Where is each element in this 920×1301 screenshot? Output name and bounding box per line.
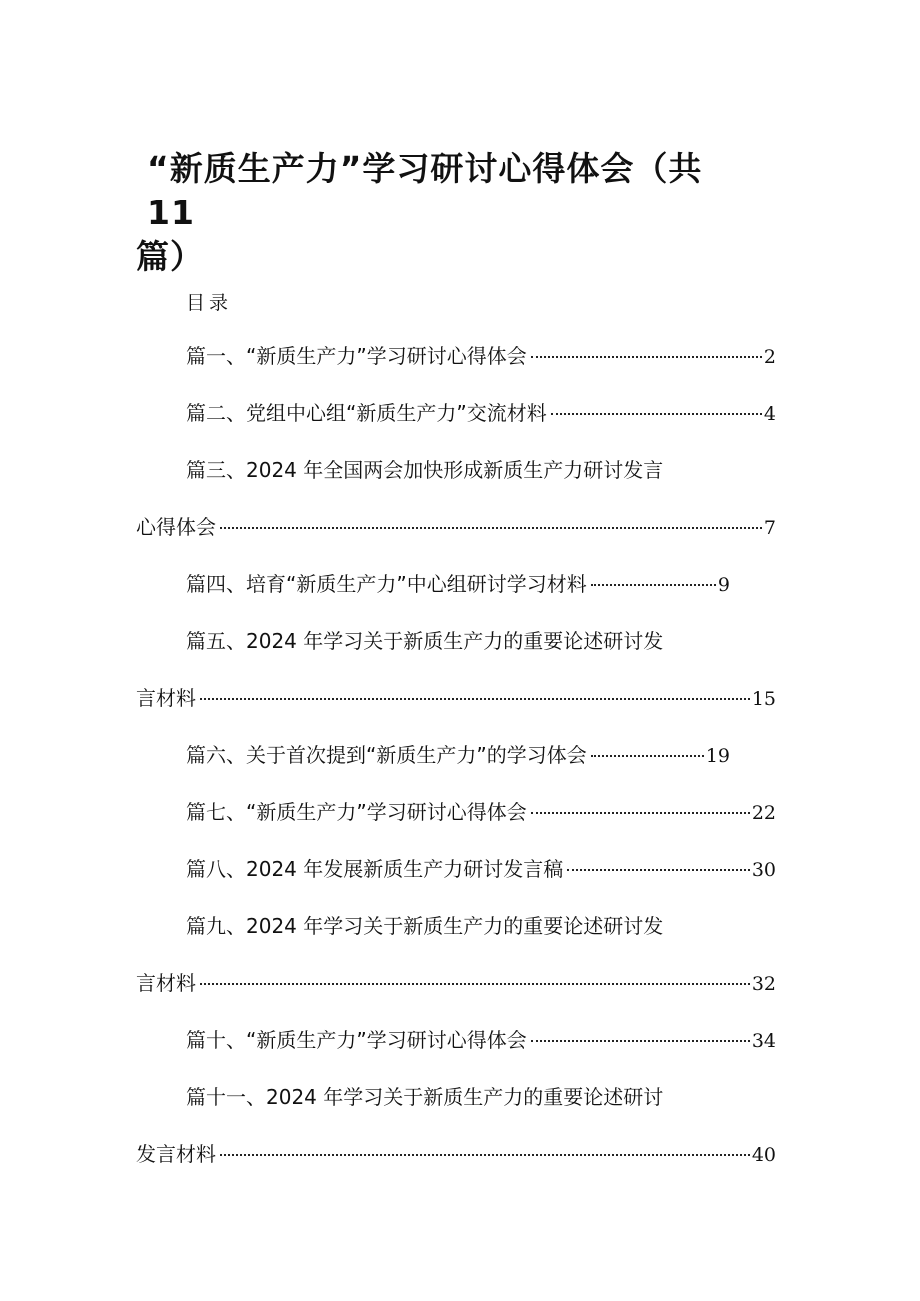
toc-entry-text: 篇三、2024 年全国两会加快形成新质生产力研讨发言 — [186, 458, 664, 482]
toc-entry-7[interactable] — [186, 798, 776, 827]
title-line-1: “新质生产力”学习研讨心得体会（共 11 — [147, 149, 703, 232]
toc-entry-9-line-2[interactable] — [136, 969, 776, 998]
title-line-2: 篇） — [136, 237, 204, 276]
toc-entry-3-line-2[interactable] — [136, 513, 776, 542]
toc-entry-text: 篇七、“新质生产力”学习研讨心得体会 — [186, 800, 527, 824]
toc-entry-9-line-1[interactable] — [186, 912, 776, 940]
toc-dot-leader — [591, 755, 704, 757]
toc-dot-leader — [591, 584, 716, 586]
toc-page-number: 7 — [763, 517, 776, 539]
toc-entry-2[interactable] — [186, 399, 776, 428]
toc-entry-8[interactable] — [186, 855, 776, 884]
toc-entry-text: 篇六、关于首次提到“新质生产力”的学习体会 — [186, 743, 587, 767]
toc-dot-leader — [531, 812, 750, 814]
toc-dot-leader — [551, 413, 762, 415]
toc-page-number: 2 — [763, 346, 776, 368]
toc-entry-1[interactable] — [186, 342, 776, 371]
toc-entry-text: 篇十、“新质生产力”学习研讨心得体会 — [186, 1028, 527, 1052]
toc-dot-leader — [567, 869, 750, 871]
toc-entry-text: 篇四、培育“新质生产力”中心组研讨学习材料 — [186, 572, 587, 596]
document-title — [136, 147, 756, 279]
toc-dot-leader — [200, 698, 750, 700]
toc-page-number: 40 — [751, 1144, 776, 1166]
toc-dot-leader — [200, 983, 750, 985]
toc-entry-5-line-2[interactable] — [136, 684, 776, 713]
toc-entry-text: 心得体会 — [136, 515, 216, 539]
toc-entry-text: 篇二、党组中心组“新质生产力”交流材料 — [186, 401, 547, 425]
toc-page-number: 15 — [751, 688, 776, 710]
toc-entry-text: 篇八、2024 年发展新质生产力研讨发言稿 — [186, 857, 564, 881]
toc-entry-text: 篇九、2024 年学习关于新质生产力的重要论述研讨发 — [186, 914, 664, 938]
toc-page-number: 30 — [751, 859, 776, 881]
toc-dot-leader — [531, 356, 762, 358]
toc-entry-10[interactable] — [186, 1026, 776, 1055]
toc-entry-5-line-1[interactable] — [186, 627, 776, 655]
toc-heading: 目录 — [186, 292, 233, 314]
toc-entry-text: 篇一、“新质生产力”学习研讨心得体会 — [186, 344, 527, 368]
toc-page-number: 19 — [705, 745, 730, 767]
toc-dot-leader — [220, 527, 762, 529]
toc-entry-4[interactable] — [186, 570, 730, 599]
toc-dot-leader — [220, 1154, 750, 1156]
toc-page-number: 34 — [751, 1030, 776, 1052]
toc-page-number: 4 — [763, 403, 776, 425]
toc-dot-leader — [531, 1040, 750, 1042]
toc-entry-11-line-1[interactable] — [186, 1083, 776, 1111]
toc-entry-text: 言材料 — [136, 686, 196, 710]
toc-page-number: 32 — [751, 973, 776, 995]
toc-page-number: 9 — [717, 574, 730, 596]
toc-entry-11-line-2[interactable] — [136, 1140, 776, 1169]
toc-entry-text: 篇五、2024 年学习关于新质生产力的重要论述研讨发 — [186, 629, 664, 653]
toc-entry-text: 言材料 — [136, 971, 196, 995]
toc-entry-3-line-1[interactable] — [186, 456, 776, 484]
toc-page-number: 22 — [751, 802, 776, 824]
toc-entry-text: 发言材料 — [136, 1142, 216, 1166]
toc-entry-text: 篇十一、2024 年学习关于新质生产力的重要论述研讨 — [186, 1085, 664, 1109]
toc-entry-6[interactable] — [186, 741, 730, 770]
